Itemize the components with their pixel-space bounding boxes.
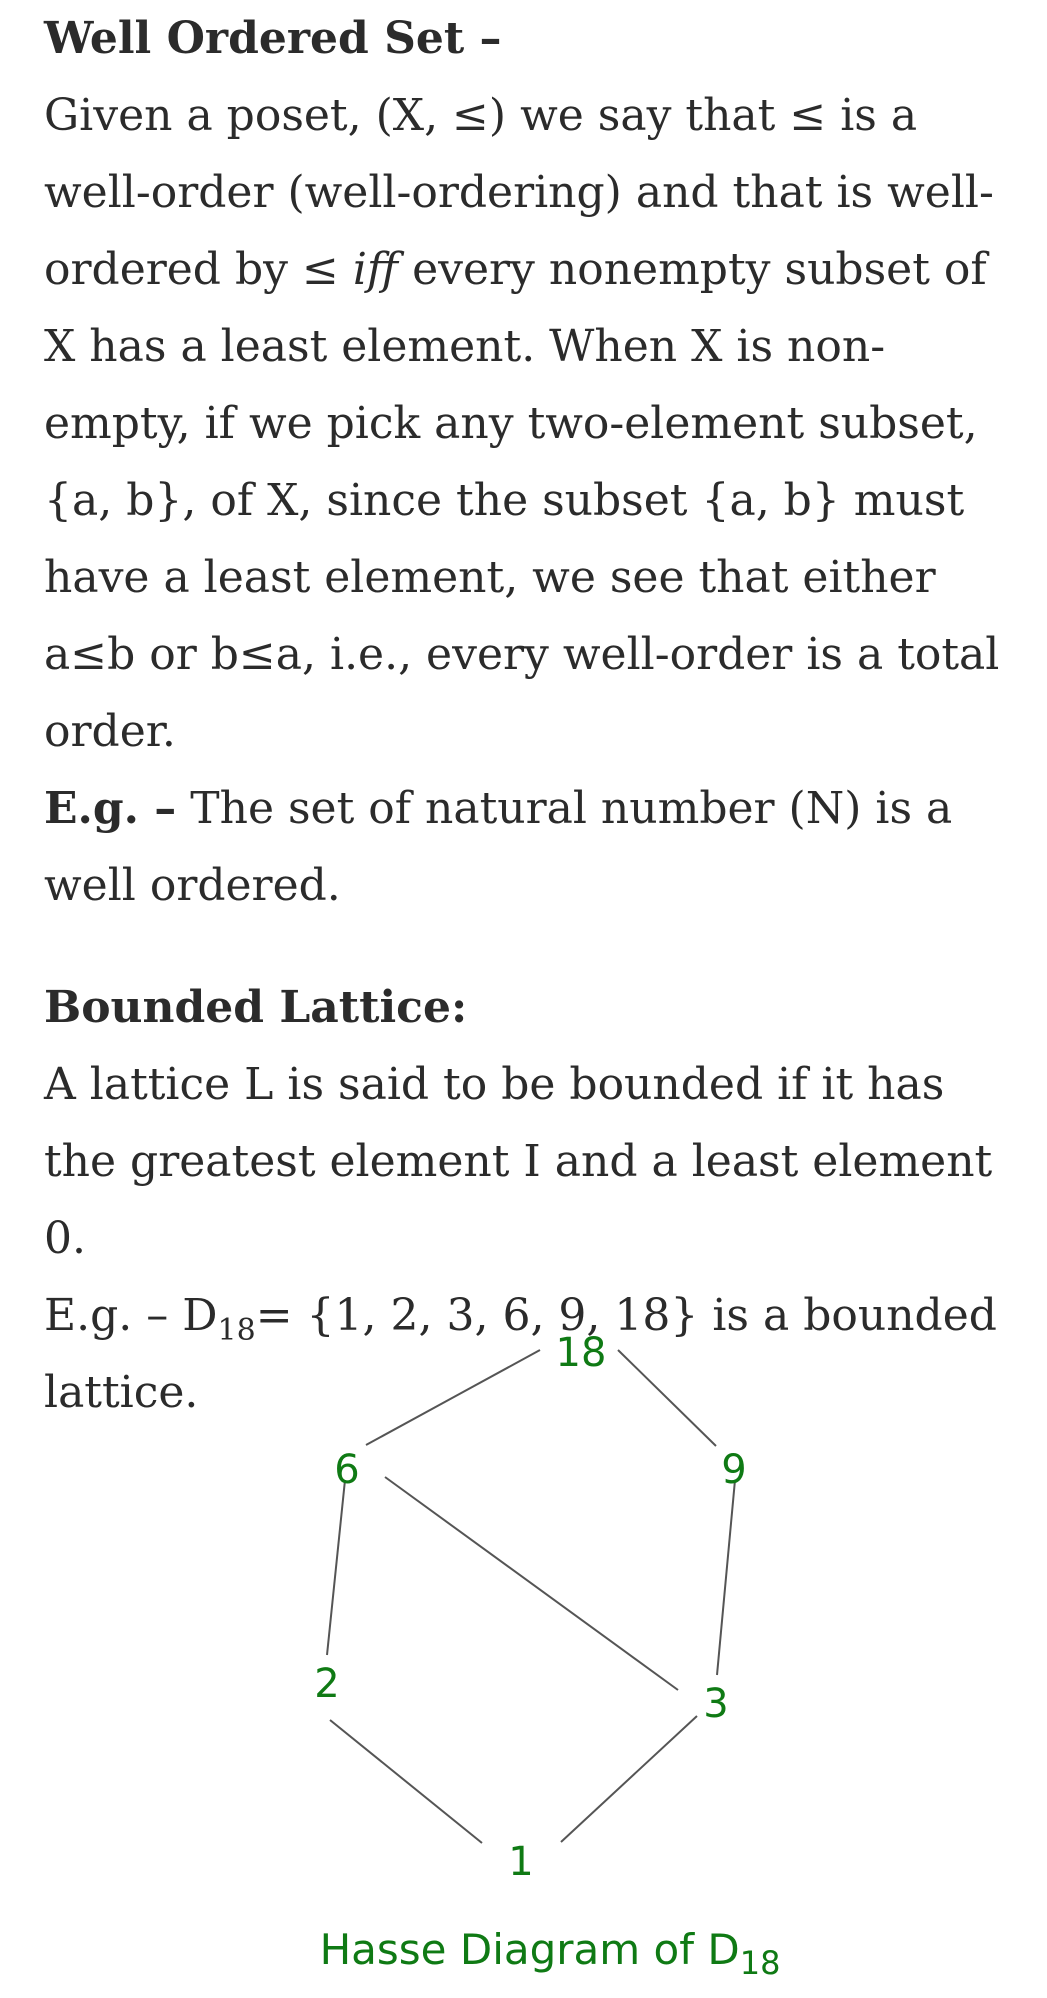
- definition-text-part1: Given a poset, (X, ≤) we say that ≤ is a well-order (well-ordering) and that is well-ordered by ≤: [44, 90, 994, 295]
- edge-18-9: [618, 1350, 716, 1446]
- edge-6-2: [327, 1480, 345, 1655]
- caption-main: Hasse Diagram of D: [319, 1925, 740, 1974]
- node-3: 3: [703, 1681, 729, 1727]
- edge-6-3: [385, 1477, 678, 1690]
- node-18: 18: [555, 1330, 607, 1376]
- paragraph-well-ordered-example: [44, 770, 1024, 924]
- caption-subscript: 18: [739, 1944, 781, 1982]
- edge-18-6: [366, 1350, 540, 1445]
- bounded-example-suffix: = {1, 2, 3, 6, 9, 18} is a bounded lattice.: [44, 1290, 997, 1418]
- hasse-diagram-svg: [0, 1300, 1047, 1920]
- section-spacer: [44, 924, 1024, 969]
- figure-caption: [0, 1920, 1047, 1980]
- edge-9-3: [717, 1480, 735, 1675]
- example-text: The set of natural number (N) is a well ordered.: [44, 783, 953, 911]
- node-6: 6: [334, 1447, 360, 1493]
- edge-3-1: [561, 1716, 697, 1842]
- article-body: [44, 0, 1024, 1431]
- heading-well-ordered-set: Well Ordered Set –: [44, 13, 502, 64]
- example-label: E.g. –: [44, 783, 177, 834]
- node-2: 2: [314, 1661, 340, 1707]
- heading-bounded-lattice: Bounded Lattice:: [44, 982, 468, 1033]
- edge-2-1: [330, 1720, 482, 1843]
- paragraph-well-ordered-definition: [44, 77, 1024, 770]
- paragraph-bounded-lattice-definition: A lattice L is said to be bounded if it has the greatest element I and a least element 0.: [44, 1059, 993, 1264]
- hasse-diagram-figure: [0, 1300, 1047, 1998]
- definition-text-part2: every nonempty subset of X has a least element. When X is non-empty, if we pick any two-element subset, {a, b}, of X, since the subset {a, b} must have a least element, we see that either a≤b or b≤a, i.e., every well-order is a total order.: [44, 244, 1000, 757]
- node-9: 9: [721, 1447, 747, 1493]
- bounded-example-subscript: 18: [217, 1313, 256, 1348]
- node-1: 1: [508, 1839, 534, 1885]
- bounded-example-prefix: E.g. – D: [44, 1290, 218, 1341]
- definition-iff: iff: [352, 244, 399, 295]
